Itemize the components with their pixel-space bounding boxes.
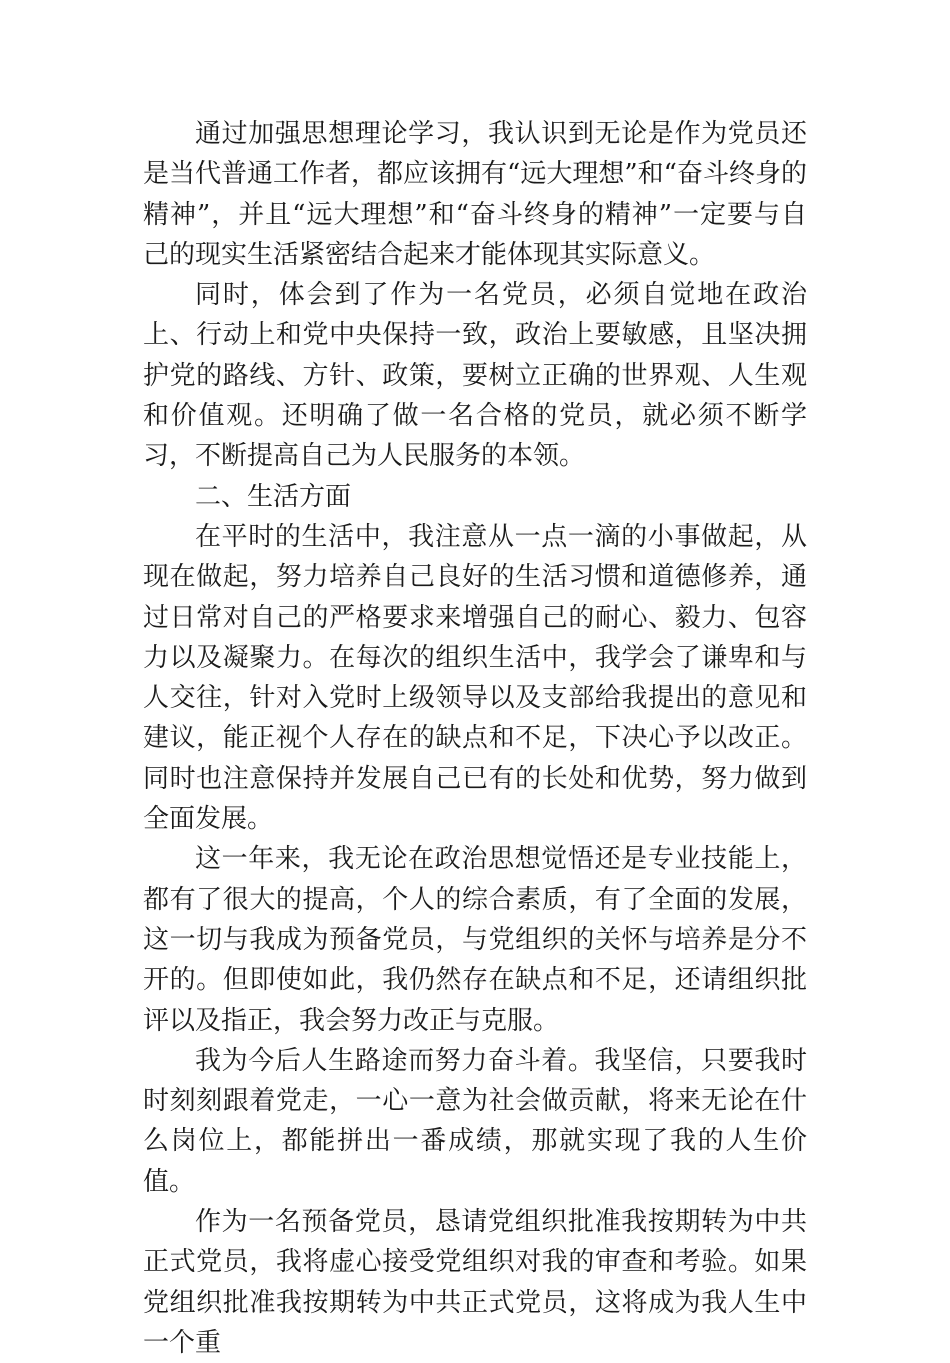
paragraph-year-review: 这一年来，我无论在政治思想觉悟还是专业技能上，都有了很大的提高，个人的综合素质，有了全面的发展，这一切与我成为预备党员，与党组织的关怀与培养是分不开的。但即使如此，我仍然存在缺点和不足，还请组织批评以及指正，我会努力改正与克服。	[143, 844, 807, 1036]
paragraph-life-goal: 我为今后人生路途而努力奋斗着。我坚信，只要我时时刻刻跟着党走，一心一意为社会做贡献，将来无论在什么岗位上，都能拼出一番成绩，那就实现了我的人生价值。	[143, 1045, 807, 1197]
paragraph-theory-study: 通过加强思想理论学习，我认识到无论是作为党员还是当代普通工作者，都应该拥有“远大理想”和“奋斗终身的精神”，并且“远大理想”和“奋斗终身的精神”一定要与自己的现实生活紧密结合起来才能体现其实际意义。	[143, 119, 807, 270]
section-heading-life: 二、生活方面	[195, 481, 352, 512]
paragraph-request: 作为一名预备党员，恳请党组织批准我按期转为中共正式党员，我将虚心接受党组织对我的审查和考验。如果党组织批准我按期转为中共正式党员，这将成为我人生中一个重	[143, 1207, 807, 1358]
paragraph-daily-life: 在平时的生活中，我注意从一点一滴的小事做起，从现在做起，努力培养自己良好的生活习惯和道德修养，通过日常对自己的严格要求来增强自己的耐心、毅力、包容力以及凝聚力。在每次的组织生活中，我学会了谦卑和与人交往，针对入党时上级领导以及支部给我提出的意见和建议，能正视个人存在的缺点和不足，下决心予以改正。同时也注意保持并发展自己已有的长处和优势，努力做到全面发展。	[143, 521, 807, 835]
document-body	[143, 114, 807, 1363]
paragraph-political-alignment: 同时，体会到了作为一名党员，必须自觉地在政治上、行动上和党中央保持一致，政治上要敏感，且坚决拥护党的路线、方针、政策，要树立正确的世界观、人生观和价值观。还明确了做一名合格的党员，就必须不断学习，不断提高自己为人民服务的本领。	[143, 280, 807, 472]
